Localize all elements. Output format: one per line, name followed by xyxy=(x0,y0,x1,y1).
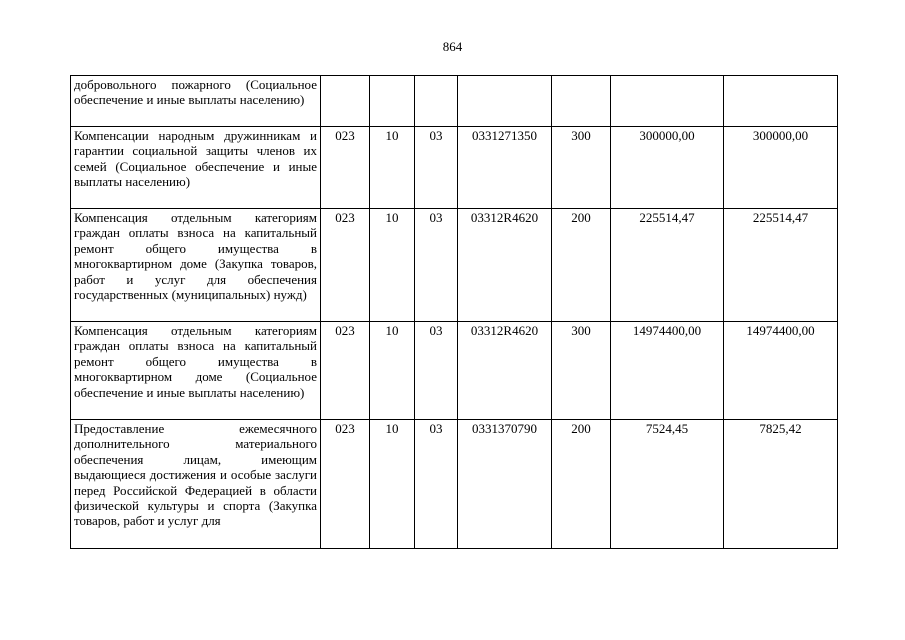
ministry-code: 023 xyxy=(321,420,370,549)
row-description: добровольного пожарного (Социальное обеспечение и иные выплаты населению) xyxy=(71,76,321,127)
amount-year-1 xyxy=(611,76,724,127)
target-article-code: 0331271350 xyxy=(458,127,552,209)
expense-type-code: 200 xyxy=(552,209,611,322)
ministry-code: 023 xyxy=(321,209,370,322)
subsection-code: 03 xyxy=(415,322,458,420)
subsection-code xyxy=(415,76,458,127)
amount-year-1: 225514,47 xyxy=(611,209,724,322)
section-code: 10 xyxy=(370,127,415,209)
amount-year-2: 14974400,00 xyxy=(724,322,838,420)
table-row xyxy=(71,76,838,127)
table-row xyxy=(71,127,838,209)
ministry-code: 023 xyxy=(321,322,370,420)
table-row xyxy=(71,209,838,322)
subsection-code: 03 xyxy=(415,420,458,549)
expense-type-code: 200 xyxy=(552,420,611,549)
expense-type-code: 300 xyxy=(552,322,611,420)
section-code: 10 xyxy=(370,420,415,549)
subsection-code: 03 xyxy=(415,209,458,322)
row-description: Предоставление ежемесячного дополнительного материального обеспечения лицам, имеющим выдающиеся достижения и особые заслуги перед Российской Федерацией в области физической культуры и спорта (Закупка товаров, работ и услуг для xyxy=(71,420,321,549)
expense-type-code: 300 xyxy=(552,127,611,209)
target-article-code: 0331370790 xyxy=(458,420,552,549)
section-code xyxy=(370,76,415,127)
row-description: Компенсация отдельным категориям граждан оплаты взноса на капитальный ремонт общего имущества в многоквартирном доме (Социальное обеспечение и иные выплаты населению) xyxy=(71,322,321,420)
target-article-code: 03312R4620 xyxy=(458,209,552,322)
ministry-code xyxy=(321,76,370,127)
budget-table xyxy=(70,75,838,549)
row-description: Компенсация отдельным категориям граждан оплаты взноса на капитальный ремонт общего имущества в многоквартирном доме (Закупка товаров, работ и услуг для обеспечения государственных (муниципальных) нужд) xyxy=(71,209,321,322)
amount-year-2: 7825,42 xyxy=(724,420,838,549)
amount-year-2 xyxy=(724,76,838,127)
page-number: 864 xyxy=(442,39,463,54)
table-row xyxy=(71,420,838,549)
target-article-code xyxy=(458,76,552,127)
table-row xyxy=(71,322,838,420)
ministry-code: 023 xyxy=(321,127,370,209)
amount-year-1: 300000,00 xyxy=(611,127,724,209)
amount-year-1: 7524,45 xyxy=(611,420,724,549)
amount-year-2: 225514,47 xyxy=(724,209,838,322)
expense-type-code xyxy=(552,76,611,127)
subsection-code: 03 xyxy=(415,127,458,209)
section-code: 10 xyxy=(370,322,415,420)
row-description: Компенсации народным дружинникам и гарантии социальной защиты членов их семей (Социальное обеспечение и иные выплаты населению) xyxy=(71,127,321,209)
target-article-code: 03312R4620 xyxy=(458,322,552,420)
amount-year-1: 14974400,00 xyxy=(611,322,724,420)
section-code: 10 xyxy=(370,209,415,322)
amount-year-2: 300000,00 xyxy=(724,127,838,209)
